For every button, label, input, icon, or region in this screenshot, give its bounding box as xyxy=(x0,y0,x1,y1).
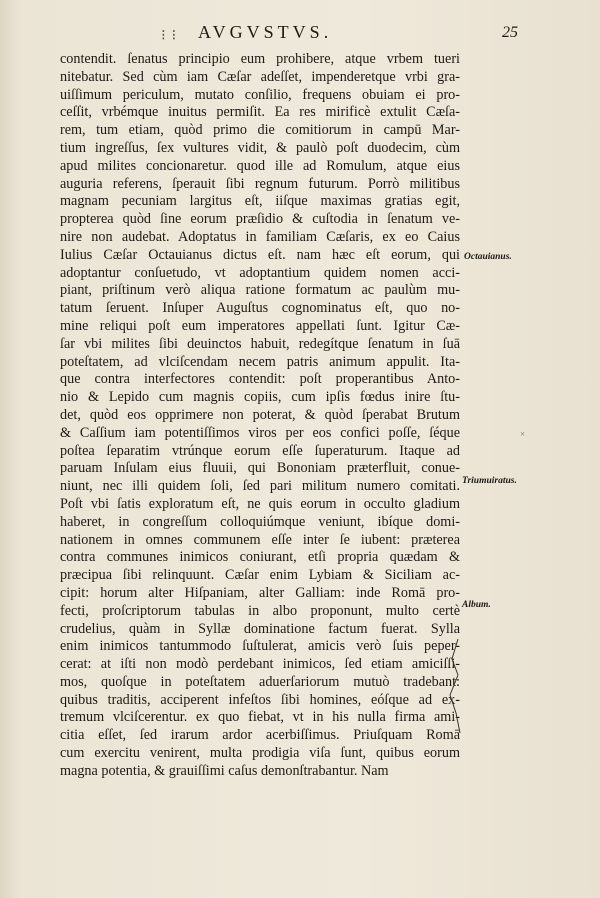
text-line: nio & Lepido cum magnis copiis, cum ipſis fœdus inire ſtu- xyxy=(60,389,460,406)
text-line: cerat: at iſti non modò perdebant inimicos, ſed etiam amiciſſi- xyxy=(60,656,460,673)
text-line: mine reliqui poſt eum imperatores appellati ſunt. Igitur Cæ- xyxy=(60,317,460,334)
text-line: mos, quoſque in poteſtatem aduerſariorum mutuò tradebant: xyxy=(60,673,460,690)
text-line: que contra interfectores contendit: poſt properantibus Anto- xyxy=(60,371,460,388)
margin-note-album: Album. xyxy=(462,600,491,610)
text-line: niunt, nec illi quidem ſoli, ſed pari militum numero comitati. xyxy=(60,478,460,495)
text-line: auguria referens, ſperauit ſibi regnum futurum. Porrò militibus xyxy=(60,175,460,192)
text-line: haberet, in congreſſum colloquiúmque veniunt, ibíque domi- xyxy=(60,513,460,530)
running-title: AVGVSTVS. xyxy=(198,22,333,42)
margin-note-triumuiratus: Triumuiratus. xyxy=(462,476,517,486)
text-line: quibus traditis, acciperent infeſtos ſibi homines, eóſque ad ex- xyxy=(60,691,460,708)
text-line: crudelius, quàm in Syllæ dominatione factum fuerat. Sylla xyxy=(60,620,460,637)
text-line: tium ingreſſus, ſex vultures vidit, & paulò poſt duodecim, cùm xyxy=(60,139,460,156)
text-line: adoptantur conſuetudo, vt adoptantium quidem nomen acci- xyxy=(60,264,460,281)
text-line: det, quòd eos opprimere non poterat, & quòd ſperabat Brutum xyxy=(60,406,460,423)
handwritten-tick-mark: × xyxy=(520,429,526,439)
text-line: ſar vbi milites ſibi deuinctos habuit, redegítque ſenatum in ſuā xyxy=(60,335,460,352)
text-line: rem, tum etiam, quòd primo die comitiorum in campū Mar- xyxy=(60,122,460,139)
text-line: citia eſſet, ſed irarum ardor acerbiſſimus. Priuſquam Romā xyxy=(60,727,460,744)
text-line: nitebatur. Sed cùm iam Cæſar adeſſet, impenderetque vrbi gra- xyxy=(60,68,460,85)
text-line: cipit: horum alter Hiſpaniam, alter Galliam: inde Romā pro- xyxy=(60,584,460,601)
text-line: poteſtatem, ad vlciſcendam necem patris animum appulit. Ita- xyxy=(60,353,460,370)
page-header xyxy=(0,22,600,46)
text-line: contendit. ſenatus principio eum prohibere, atque vrbem tueri xyxy=(60,51,460,67)
text-line: magna potentia, & grauiſſimi caſus demonſtrabantur. Nam xyxy=(60,762,389,779)
text-line: fecti, proſcriptorum tabulas in albo proponunt, multo certè xyxy=(60,602,460,619)
text-line: Poſt vbi ſatis exploratum eſt, ne quis eorum in occulto gladium xyxy=(60,495,460,512)
text-line: apud milites concionaretur. quod ille ad Romulum, atque eius xyxy=(60,157,460,174)
text-line: contra communes inimicos coniurant, etſi propria quædam & xyxy=(60,549,460,566)
margin-note-octauianus: Octauianus. xyxy=(464,252,512,262)
text-line: paruam Inſulam eius fluuii, qui Bononiam præterfluit, conue- xyxy=(60,460,460,477)
text-line: nire non audebat. Adoptatus in familiam Cæſaris, ex eo Caius xyxy=(60,228,460,245)
page-number: 25 xyxy=(502,24,518,41)
header-marks: ⁝ ⁝ xyxy=(161,28,178,44)
text-line: tremum vlciſcerentur. ex quo fiebat, vt in his nulla firma ami- xyxy=(60,709,460,726)
text-line: poſtea ſeparatim vtrúnque eorum eſſe ſuperaturum. Itaque ad xyxy=(60,442,460,459)
text-line: præcipua ſibi relinquunt. Cæſar enim Lybiam & Siciliam ac- xyxy=(60,567,460,584)
handwritten-bracket-mark xyxy=(446,637,462,737)
text-line: tatum ſeruent. Inſuper Auguſtus cognominatus eſt, quo no- xyxy=(60,300,460,317)
text-line: propterea quòd ſine eorum præſidio & cuſtodia in ſenatum ve- xyxy=(60,211,460,228)
text-line: piant, priſtinum verò aliqua ratione formatum ac paulùm mu- xyxy=(60,282,460,299)
text-line: uiſſimum periculum, mutato conſilio, frequens obuiam ei pro- xyxy=(60,86,460,103)
text-line: nationem in omnes communem eſſe inter ſe iubent: præterea xyxy=(60,531,460,548)
text-line: magnam pecuniam largitus eſt, iiſque maximas gratias egit, xyxy=(60,193,460,210)
text-line: Iulius Cæſar Octauianus dictus eſt. nam hæc eſt eorum, qui xyxy=(60,246,460,263)
text-line: ceſſit, vrbémque inuitus permiſit. Ea res mirificè extulit Cæſa- xyxy=(60,104,460,121)
text-line: enim inimicos tantummodo ſuſtulerat, amicis verò ſuis peper- xyxy=(60,638,460,655)
text-line: cum exercitu venirent, multa prodigia viſa ſunt, quibus eorum xyxy=(60,745,460,762)
text-line: & Caſſium iam potentiſſimos viros per eos confici poſſe, ſéque xyxy=(60,424,460,441)
main-text-block xyxy=(60,51,460,781)
